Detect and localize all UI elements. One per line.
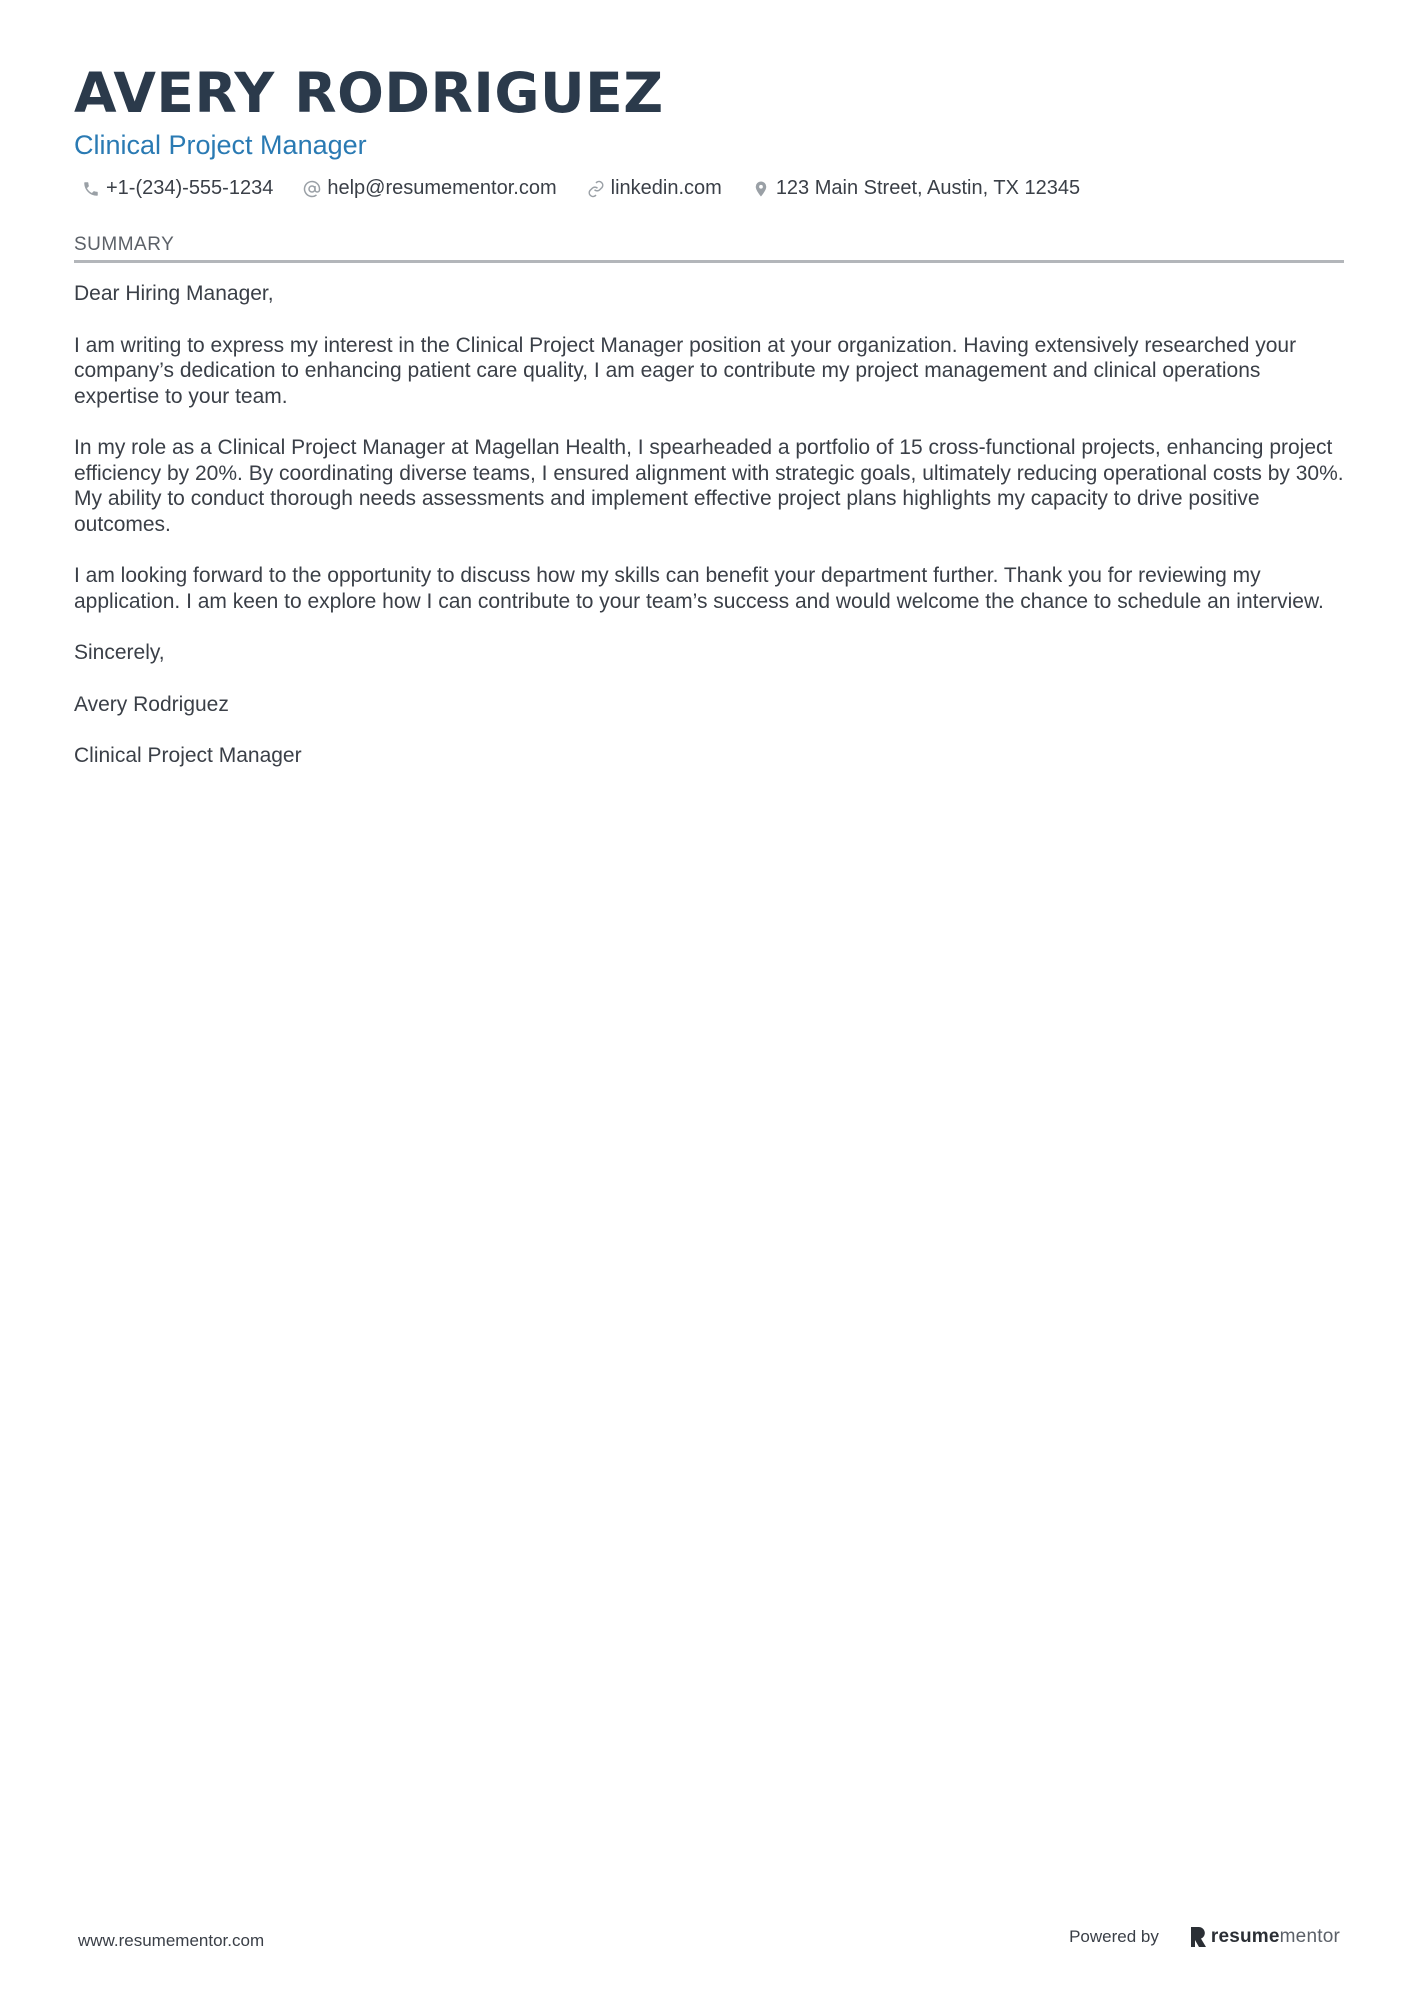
contact-address bbox=[752, 177, 1080, 200]
letter-paragraph: I am writing to express my interest in the Clinical Project Manager position at your organization. Having extensively researched your company’s dedication to enhancing patient care quality, I am eager to contribute my project management and clinical operations expertise to your team. bbox=[74, 333, 1297, 408]
letter-paragraph: In my role as a Clinical Project Manager at Magellan Health, I spearheaded a portfolio of 15 cross-functional projects, enhancing project efficiency by 20%. By coordinating diverse teams, I ensured alignment with strategic goals, ultimately reducing operational costs by 30%. My ability to conduct thorough needs assessments and implement effective project plans highlights my capacity to drive positive outcomes. bbox=[74, 436, 1344, 536]
phone-icon bbox=[82, 180, 100, 198]
brand-logo-icon bbox=[1189, 1927, 1207, 1947]
job-title: Clinical Project Manager bbox=[74, 130, 367, 160]
letter-greeting: Dear Hiring Manager, bbox=[74, 282, 274, 305]
footer-website[interactable]: www.resumementor.com bbox=[78, 1931, 265, 1950]
brand-name bbox=[1211, 1926, 1340, 1948]
candidate-name: AVERY RODRIGUEZ bbox=[74, 61, 664, 125]
letter-paragraph: I am looking forward to the opportunity to discuss how my skills can benefit your department further. Thank you for reviewing my application. I am keen to explore how I can contribute to your team’s success and would welcome the chance to schedule an interview. bbox=[74, 564, 1324, 613]
at-sign-icon bbox=[303, 180, 321, 198]
phone-text: +1-(234)-555-1234 bbox=[106, 177, 274, 199]
linkedin-text: linkedin.com bbox=[610, 177, 722, 199]
contact-email bbox=[303, 177, 556, 200]
address-text: 123 Main Street, Austin, TX 12345 bbox=[775, 177, 1081, 199]
contact-bar bbox=[74, 177, 1344, 200]
signature-title: Clinical Project Manager bbox=[74, 744, 302, 767]
letter-closing: Sincerely, bbox=[74, 641, 165, 664]
letter-body bbox=[74, 281, 1344, 769]
document-page bbox=[74, 58, 1344, 795]
location-pin-icon bbox=[752, 180, 770, 198]
powered-by-label: Powered by bbox=[1069, 1927, 1159, 1946]
email-text: help@resumementor.com bbox=[327, 177, 557, 199]
brand-name-light: mentor bbox=[1279, 1926, 1340, 1947]
contact-phone bbox=[82, 177, 273, 200]
brand-name-bold: resume bbox=[1210, 1926, 1280, 1947]
footer-powered bbox=[1069, 1926, 1340, 1948]
contact-linkedin bbox=[587, 177, 722, 200]
signature-name: Avery Rodriguez bbox=[74, 692, 229, 716]
section-heading: SUMMARY bbox=[74, 233, 1344, 263]
brand-logo[interactable] bbox=[1189, 1926, 1340, 1948]
link-icon bbox=[587, 180, 605, 198]
